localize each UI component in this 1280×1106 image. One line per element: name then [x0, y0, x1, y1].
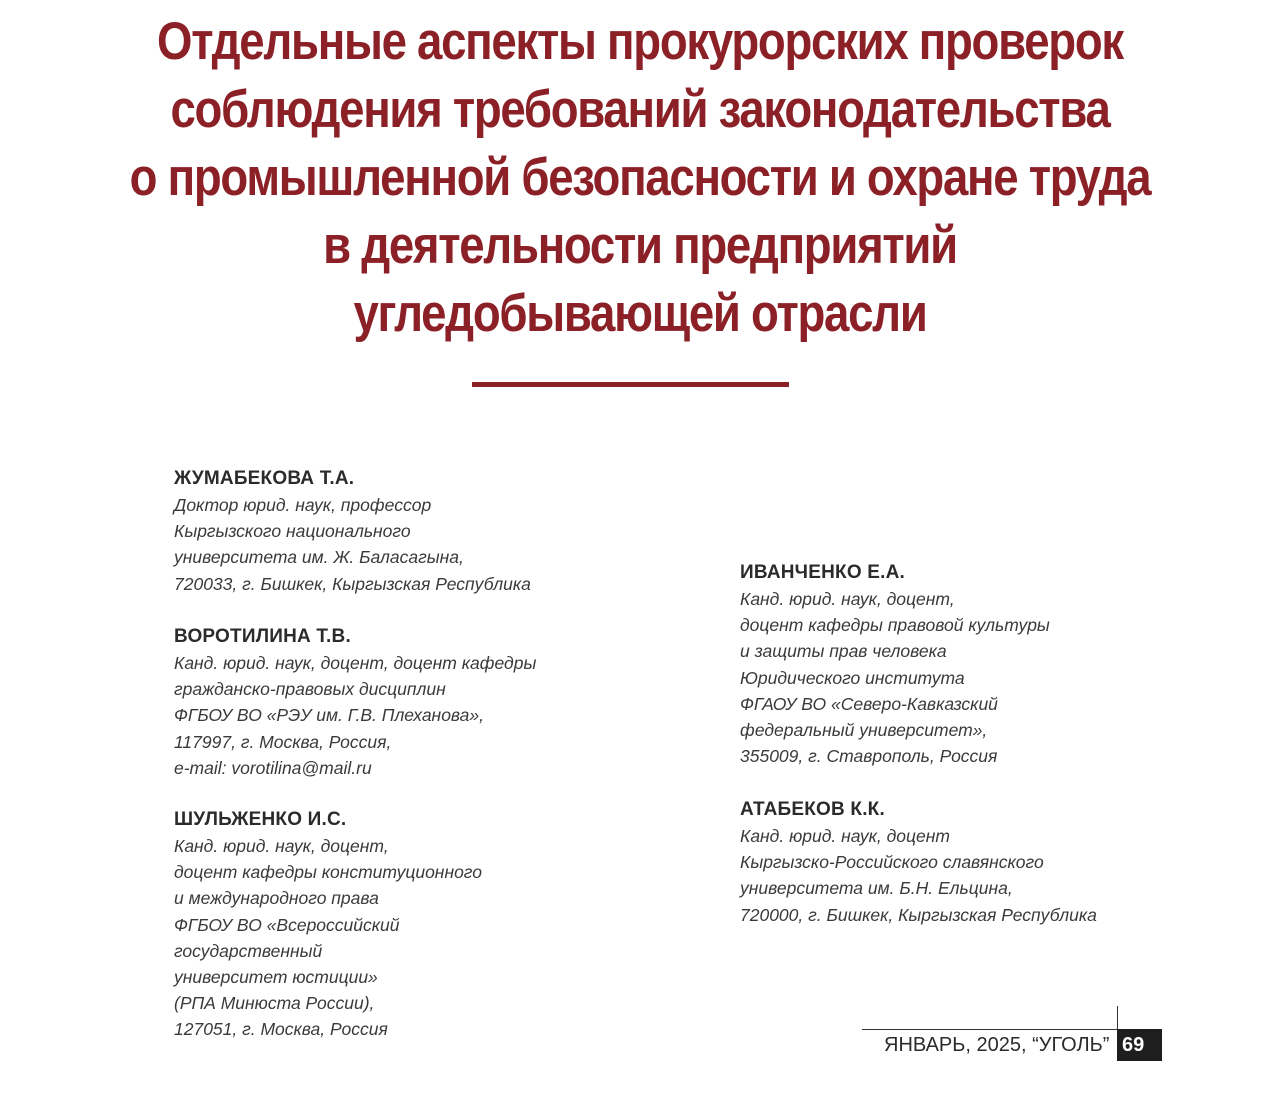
author-affiliation-line: и защиты прав человека	[740, 641, 947, 662]
author-affiliation-line: (РПА Минюста России),	[174, 993, 375, 1014]
author-affiliation-line: доцент кафедры правовой культуры	[740, 615, 1050, 636]
title-line: в деятельности предприятий	[323, 216, 957, 275]
author-name: АТАБЕКОВ К.К.	[740, 799, 885, 820]
author-affiliation-line: Канд. юрид. наук, доцент,	[740, 589, 955, 609]
author-name: ШУЛЬЖЕНКО И.С.	[174, 809, 347, 830]
author-name: ВОРОТИЛИНА Т.В.	[174, 626, 351, 647]
author-affiliation-line: Юридического института	[740, 667, 965, 688]
title-line: о промышленной безопасности и охране труда	[129, 148, 1151, 207]
title-line: соблюдения требований законодательства	[170, 80, 1110, 139]
footer-horizontal-rule	[862, 1029, 1118, 1030]
title-divider	[472, 382, 789, 387]
author-affiliation-line: ФГАОУ ВО «Северо-Кавказский	[740, 693, 998, 714]
footer-issue-label: ЯНВАРЬ, 2025, “УГОЛЬ”	[884, 1034, 1110, 1056]
author-affiliation-line: 720000, г. Бишкек, Кыргызская Республика	[740, 904, 1097, 925]
author-affiliation-line: Канд. юрид. наук, доцент,	[174, 836, 389, 856]
author-affiliation-line: доцент кафедры конституционного	[174, 862, 482, 883]
author-affiliation-line: Канд. юрид. наук, доцент	[740, 826, 950, 846]
author-affiliation-line: 117997, г. Москва, Россия,	[174, 731, 392, 752]
author-affiliation-line: университета им. Б.Н. Ельцина,	[740, 878, 1013, 899]
author-affiliation-line: университета им. Ж. Баласагына,	[174, 547, 464, 568]
author-affiliation-line: университет юстиции»	[174, 967, 378, 988]
author-affiliation-line: гражданско-правовых дисциплин	[174, 679, 446, 700]
author-block-shulzhenko	[174, 807, 482, 1043]
author-affiliation-line: Канд. юрид. наук, доцент, доцент кафедры	[174, 653, 537, 673]
author-affiliation-line: Кыргызского национального	[174, 521, 411, 542]
author-affiliation-line: Доктор юрид. наук, профессор	[174, 495, 432, 515]
page-number-badge: 69	[1117, 1029, 1162, 1061]
author-affiliation-line: ФГБОУ ВО «Всероссийский	[174, 914, 400, 935]
title-line: Отдельные аспекты прокурорских проверок	[157, 12, 1123, 71]
author-email[interactable]: e-mail: vorotilina@mail.ru	[174, 757, 372, 778]
title-line: угледобывающей отрасли	[353, 284, 927, 343]
author-affiliation-line: 720033, г. Бишкек, Кыргызская Республика	[174, 573, 531, 594]
author-affiliation-line: федеральный университет»,	[740, 720, 988, 741]
author-name: ИВАНЧЕНКО Е.А.	[740, 562, 906, 583]
author-affiliation-line: ФГБОУ ВО «РЭУ им. Г.В. Плеханова»,	[174, 705, 485, 726]
author-block-vorotilina	[174, 624, 536, 781]
author-affiliation-line: Кыргызско-Российского славянского	[740, 852, 1044, 873]
author-name: ЖУМАБЕКОВА Т.А.	[174, 468, 355, 489]
article-title	[90, 8, 1191, 348]
author-affiliation-line: 127051, г. Москва, Россия	[174, 1019, 388, 1040]
author-affiliation-line: государственный	[174, 940, 323, 961]
author-block-atabekov	[740, 797, 1097, 928]
author-affiliation-line: и международного права	[174, 888, 379, 909]
author-block-zhumabekova	[174, 466, 531, 597]
author-affiliation-line: 355009, г. Ставрополь, Россия	[740, 746, 998, 767]
author-block-ivanchenko	[740, 560, 1050, 769]
